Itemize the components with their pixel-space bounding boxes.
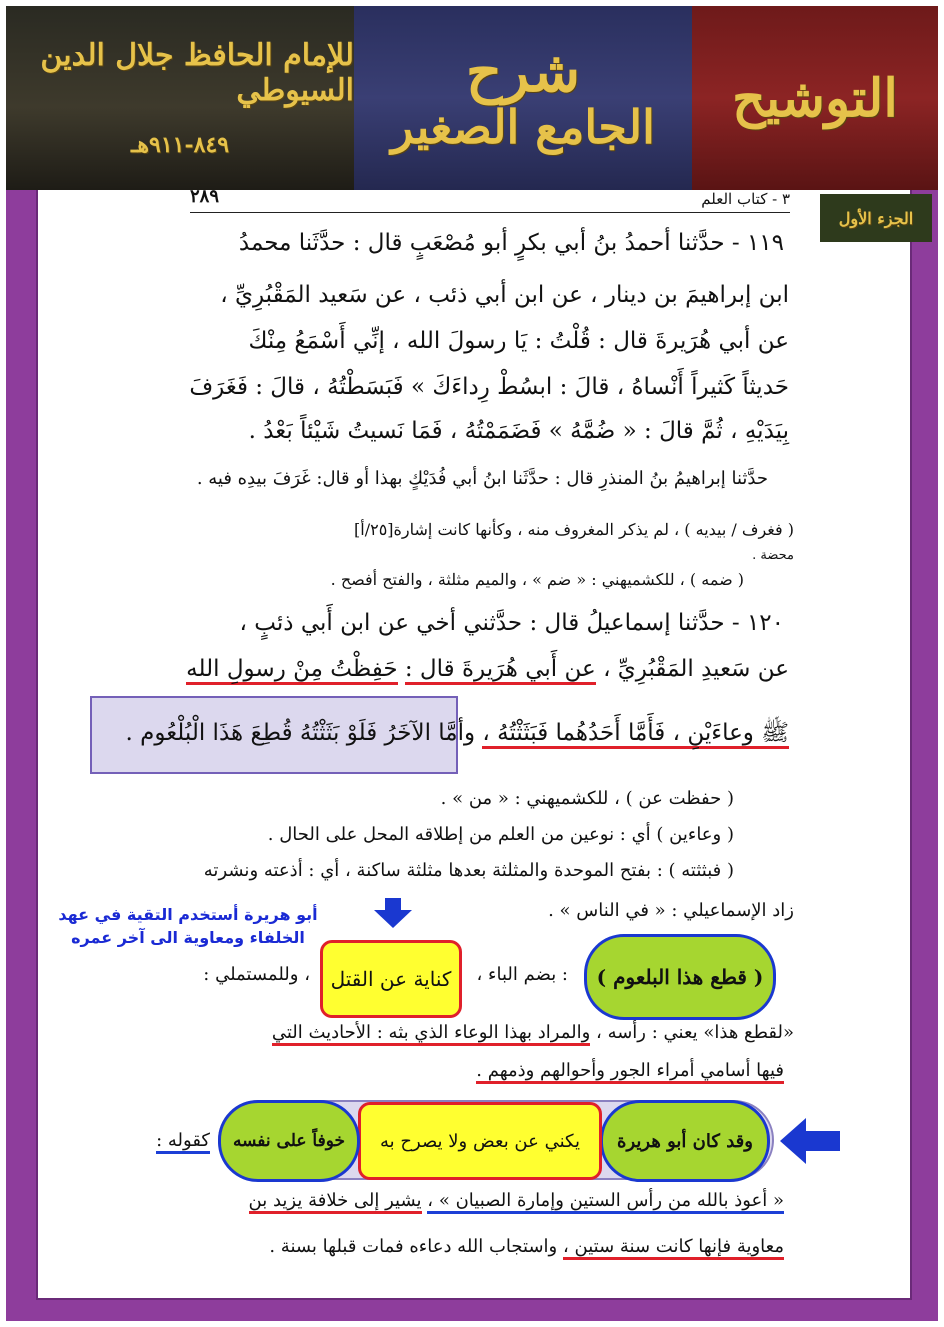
commentary1-line2: ( ضمه ) ، للكشميهني : « ضم » ، والميم مثلثة ، والفتح أفصح . (330, 570, 744, 589)
title-tawshih: التوشيح (732, 67, 898, 129)
hadith120-line3 (125, 718, 789, 752)
commentary3-line1 (272, 1022, 794, 1043)
commentary4-line1-a: « أعوذ بالله من رأس الستين وإمارة الصبيان » ، (427, 1190, 784, 1214)
hadith120-line2-a: عن سَعيدِ المَقْبُرِيِّ ، (603, 656, 789, 682)
author-name: للإمام الحافظ جلال الدين السيوطي (40, 38, 354, 108)
chapter-title: ٣ - كتاب العلم (701, 190, 790, 208)
bulum-box: كناية عن القتل (320, 940, 462, 1018)
running-head (190, 188, 790, 213)
arrow-left-icon (780, 1118, 840, 1164)
commentary4-line1 (249, 1190, 784, 1211)
hadith120-line2 (186, 656, 789, 682)
commentary4-line2-b: واستجاب الله دعاءه فمات قبلها بسنة . (269, 1236, 558, 1257)
commentary3-line2 (476, 1060, 784, 1081)
commentary4-line2-a: معاوية فإنها كانت سنة ستين ، (563, 1236, 784, 1260)
hadith119-line4: حَديثاً كَثيراً أَنْساهُ ، قالَ : ابسُطْ رِداءَكَ » فَبَسَطْتُهُ ، قالَ : فَغَرَفَ (189, 374, 789, 400)
abuhurayra-box: يكني عن بعض ولا يصرح به (358, 1102, 602, 1180)
hadith119-line3: عن أبي هُرَيرةَ قال : قُلْتُ : يَا رسولَ الله ، إنِّي أَسْمَعُ مِنْكَ (248, 328, 789, 354)
hadith119-line5: بِيَدَيْهِ ، ثُمَّ قالَ : « ضُمَّهُ » فَضَمَمْتُهُ ، فَمَا نَسيتُ شَيْئاً بَعْدُ . (248, 418, 789, 444)
book-banner (6, 6, 938, 190)
author-dates: ٨٤٩-٩١١هـ (130, 132, 230, 158)
hadith119-line2: ابن إبراهيمَ بن دينار ، عن ابن أبي ذئب ، عن سَعيد المَقْبُرِيِّ ، (220, 282, 789, 308)
page-number: ٢٨٩ (190, 186, 220, 207)
hadith120-line2-c: حَفِظْتُ مِنْ رسولِ الله (186, 656, 397, 685)
bulum-pill: ( قطع هذا البلعوم ) (584, 934, 776, 1020)
banner-tawshih-panel (692, 6, 938, 190)
hadith120-line3-a: ﷺ وعاءَيْنِ ، فَأَمَّا أَحَدُهُما فَبَثَثْتُهُ ، (482, 720, 789, 749)
commentary4-line2 (269, 1236, 784, 1257)
commentary1-line1: ( فغرف / بيديه ) ، لم يذكر المغروف منه ، وكأنها كانت إشارة[٢٥/أ] (354, 520, 794, 539)
commentary2-line1: ( حفظت عن ) ، للكشميهني : « من » . (440, 788, 734, 809)
title-sharh: شرح (466, 39, 580, 105)
commentary4-line1-b: يشير إلى خلافة يزيد بن (249, 1190, 422, 1214)
hadith119-line1: ١١٩ - حدَّثنا أحمدُ بنُ أبي بكرٍ أبو مُصْعَبٍ قال : حدَّثَنا محمدُ (238, 230, 784, 256)
arrow-down-icon (372, 898, 414, 928)
annotation-note: أبو هريرة أستخدم التقية في عهد الخلفاء ومعاوية الى آخر عمره (58, 905, 318, 947)
bulum-post: ، وللمستملي : (203, 964, 310, 985)
commentary3-line1-a: «لقطع هذا» يعني : رأسه ، (596, 1022, 794, 1043)
title-jami: الجامع الصغير (391, 100, 655, 154)
banner-author-panel (6, 6, 354, 190)
commentary2-line3: ( فبثثته ) : بفتح الموحدة والمثلثة بعدها مثلثة ساكنة ، أي : أذعته ونشرته (203, 860, 734, 881)
abuhurayra-tail (156, 1130, 210, 1151)
hadith120-line1: ١٢٠ - حدَّثنا إسماعيلُ قال : حدَّثني أخي عن ابن أَبي ذئبٍ ، (239, 610, 784, 636)
commentary2-line2: ( وعاءين ) أي : نوعين من العلم من إطلاقه المحل على الحال . (267, 824, 734, 845)
hadith120-line3-b: وأمَّا الآخَرُ فَلَوْ بَثَثْتُهُ قُطِعَ هَذَا الْبُلْعُوم . (125, 720, 476, 746)
hadith119-line6: حدَّثنا إبراهيمُ بنُ المنذرِ قال : حدَّثَنا ابنُ أبي فُدَيْكٍ بهذا أو قال: غَرَفَ بيدِه فيه . (196, 468, 768, 489)
banner-title-panel (354, 6, 692, 190)
commentary3-line2-text: فيها أسامي أمراء الجور وأحوالهم وذمهم . (476, 1060, 784, 1084)
bulum-pre: : بضم الباء ، (476, 964, 568, 985)
fear-pill: خوفاً على نفسه (218, 1100, 360, 1182)
hadith120-line2-b: عن أَبي هُرَيرةَ قال : (405, 656, 596, 685)
commentary2-line4: زاد الإسماعيلي : « في الناس » . (548, 900, 794, 921)
commentary3-line1-b: والمراد بهذا الوعاء الذي بثه : الأحاديث التي (272, 1022, 591, 1046)
commentary1-line1b: محضة . (752, 548, 794, 563)
abuhurayra-tail-text: كقوله : (156, 1130, 210, 1154)
volume-label: الجزء الأول (820, 194, 932, 242)
abuhurayra-pill: وقد كان أبو هريرة (600, 1100, 770, 1182)
